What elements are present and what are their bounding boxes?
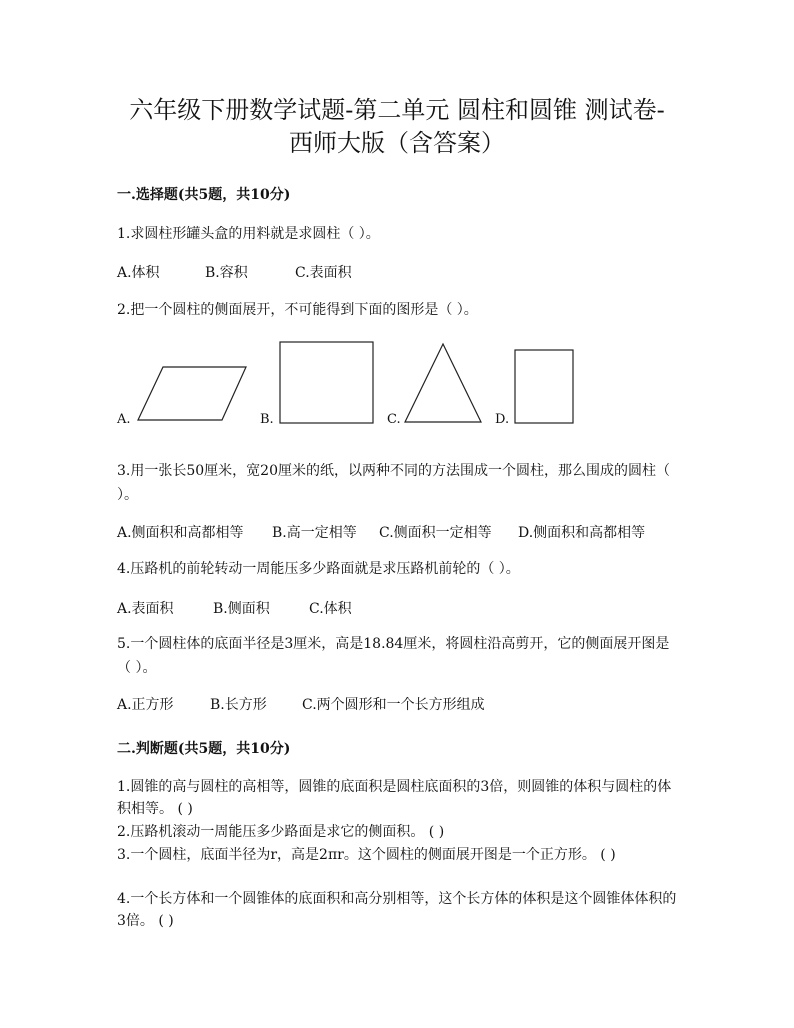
option-c: C.两个圆形和一个长方形组成	[302, 697, 485, 713]
triangle-shape	[405, 344, 481, 422]
option-c: C.体积	[309, 601, 352, 617]
option-a: A.正方形	[117, 697, 174, 713]
option-b: B.容积	[205, 265, 248, 281]
question-1: 1.求圆柱形罐头盒的用料就是求圆柱（ ）。	[117, 226, 380, 242]
section-2-heading: 二.判断题(共5题，共10分)	[117, 741, 291, 757]
question-4: 4.压路机的前轮转动一周能压多少路面就是求压路机前轮的（ ）。	[117, 561, 520, 577]
judgement-2: 2.压路机滚动一周能压多少路面是求它的侧面积。 ( )	[117, 824, 445, 840]
option-d: D.侧面积和高都相等	[518, 525, 646, 541]
question-1-options	[117, 262, 352, 282]
option-a: A.侧面积和高都相等	[117, 525, 244, 541]
judgement-1: 1.圆锥的高与圆柱的高相等，圆锥的底面积是圆柱底面积的3倍，则圆锥的体积与圆柱的体积相等。 ( )	[117, 779, 672, 817]
question-5-options	[117, 694, 485, 714]
option-b: B.长方形	[210, 697, 267, 713]
question-3-options	[117, 522, 645, 542]
option-a: A.表面积	[117, 601, 174, 617]
page-title-line-2: 西师大版（含答案）	[289, 129, 505, 157]
square-shape	[280, 342, 373, 423]
shape-label-a: A.	[117, 412, 131, 427]
judgement-4: 4.一个长方体和一个圆锥体的底面积和高分别相等，这个长方体的体积是这个圆锥体体积的3倍。 ( )	[117, 891, 677, 929]
shape-label-b: B.	[260, 412, 274, 427]
rectangle-shape	[515, 350, 573, 423]
question-5: 5.一个圆柱体的底面半径是3厘米，高是18.84厘米，将圆柱沿高剪开，它的侧面展开图是（ ）。	[117, 636, 670, 676]
parallelogram-shape	[138, 367, 246, 420]
shape-label-c: C.	[387, 412, 401, 427]
option-c: C.侧面积一定相等	[379, 525, 492, 541]
option-b: B.高一定相等	[272, 525, 357, 541]
option-a: A.体积	[117, 265, 160, 281]
page-title-line-1: 六年级下册数学试题-第二单元 圆柱和圆锥 测试卷-	[129, 96, 665, 124]
question-3: 3.用一张长50厘米，宽20厘米的纸，以两种不同的方法围成一个圆柱，那么围成的圆柱（ ）。	[117, 463, 670, 503]
question-2: 2.把一个圆柱的侧面展开，不可能得到下面的图形是（ ）。	[117, 302, 478, 318]
option-c: C.表面积	[295, 265, 352, 281]
judgement-3: 3.一个圆柱，底面半径为r，高是2πr。这个圆柱的侧面展开图是一个正方形。 ( )	[117, 847, 616, 863]
shape-label-d: D.	[495, 412, 510, 427]
question-4-options	[117, 598, 352, 618]
option-b: B.侧面积	[213, 601, 270, 617]
section-1-heading: 一.选择题(共5题，共10分)	[117, 187, 291, 203]
